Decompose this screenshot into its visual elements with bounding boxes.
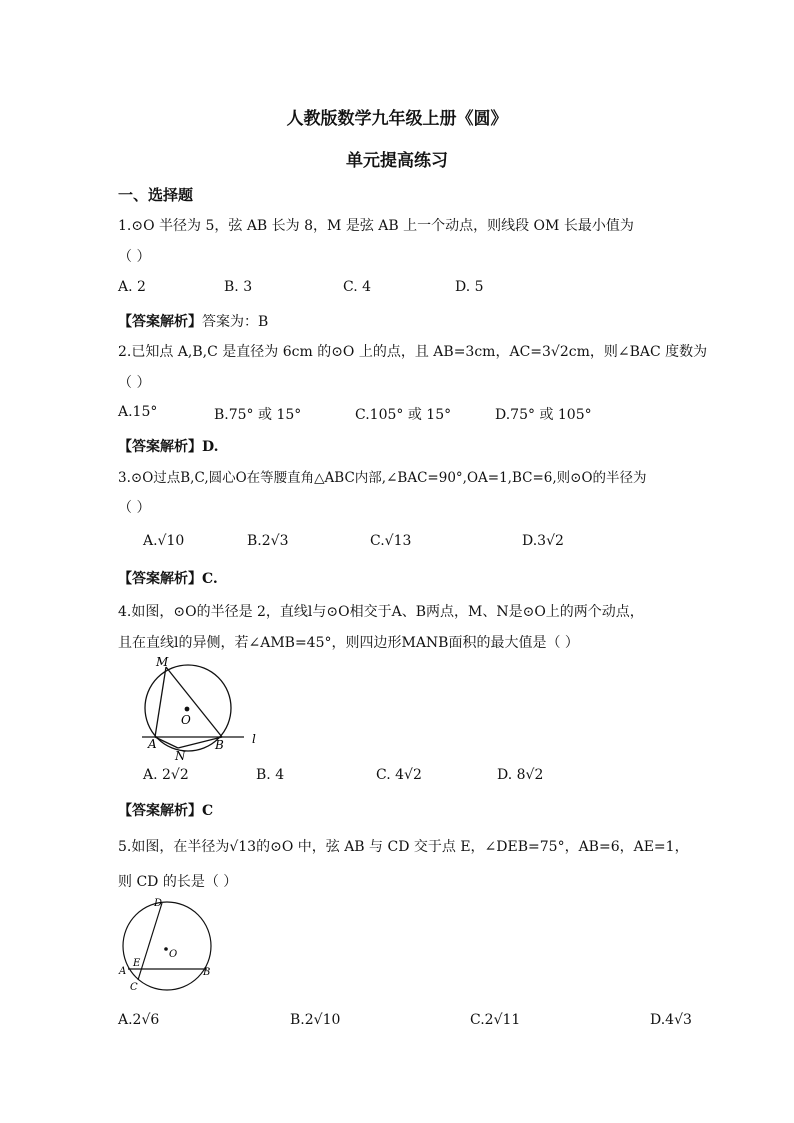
answer-2 [118,436,219,456]
option-b: B. 4 [256,767,285,783]
label-a: A [148,737,157,751]
segment-ma [155,667,166,737]
label-o: O [181,713,191,727]
answer-tag: 【答案解析】 [118,439,202,455]
option-c: C. 4√2 [376,767,422,783]
answer-text: C. [202,571,218,587]
question-3-line-2: （ ） [118,500,151,516]
question-5-figure [115,894,225,996]
label-d: D [154,898,163,909]
answer-text: 答案为：B [202,314,269,330]
label-e: E [133,958,141,969]
option-b: B.2√3 [247,533,289,549]
circle-o [123,902,211,990]
option-c: C. 4 [343,279,372,295]
answer-1 [118,311,268,331]
option-a: A.15° [118,404,158,420]
center-point [164,947,168,951]
option-b: B. 3 [224,279,253,295]
page-subtitle: 单元提高练习 [346,151,448,171]
label-a: A [119,966,127,977]
option-b: B.75° 或 15° [214,407,302,423]
option-d: D.75° 或 105° [495,407,592,423]
center-point [185,707,190,712]
answer-3 [118,568,218,588]
label-c: C [130,982,138,993]
option-a: A. 2 [118,279,146,295]
option-b: B.2√10 [290,1012,341,1028]
option-d: D. 5 [455,279,484,295]
question-4-line-2: 且在直线l的异侧，若∠AMB=45°，则四边形MANB面积的最大值是（ ） [118,635,579,651]
answer-tag: 【答案解析】 [118,803,202,819]
answer-text: D. [202,439,219,455]
label-l: l [252,732,256,746]
label-n: N [175,749,186,762]
page-title: 人教版数学九年级上册《圆》 [286,109,508,129]
label-b: B [215,738,224,752]
question-1-line-2: （ ） [118,249,151,265]
answer-4 [118,800,213,820]
label-b: B [203,967,211,978]
label-m: M [156,655,169,669]
answer-tag: 【答案解析】 [118,314,202,330]
question-2-line-1: 2.已知点 A,B,C 是直径为 6cm 的⊙O 上的点，且 AB=3cm，AC=3√2cm，则∠BAC 度数为 [118,344,708,360]
question-5-line-2: 则 CD 的长是（ ） [118,874,238,890]
question-4-line-1: 4.如图，⊙O的半径是 2，直线l与⊙O相交于A、B两点，M、N是⊙O上的两个动点， [118,604,644,620]
segment-mb [166,667,222,737]
option-d: D.3√2 [522,533,564,549]
segment-an [155,737,178,748]
option-c: C.2√11 [470,1012,521,1028]
section-heading: 一、选择题 [118,186,194,204]
answer-text: C [202,803,214,819]
question-1-line-1: 1.⊙O 半径为 5，弦 AB 长为 8，M 是弦 AB 上一个动点，则线段 OM 长最小值为 [118,218,634,234]
question-3-line-1: 3.⊙O过点B,C,圆心O在等腰直角△ABC内部,∠BAC=90°,OA=1,BC=6,则⊙O的半径为 [118,470,647,486]
question-4-figure [138,654,268,762]
answer-tag: 【答案解析】 [118,571,202,587]
option-d: D.4√3 [650,1012,692,1028]
option-c: C.√13 [370,533,412,549]
option-a: A. 2√2 [143,767,189,783]
option-c: C.105° 或 15° [355,407,452,423]
question-2-line-2: （ ） [118,375,151,391]
option-a: A.2√6 [118,1012,160,1028]
label-o: O [169,949,178,960]
option-a: A.√10 [143,533,185,549]
option-d: D. 8√2 [497,767,544,783]
question-5-line-1: 5.如图，在半径为√13的⊙O 中，弦 AB 与 CD 交于点 E，∠DEB=75°，AB=6，AE=1， [118,839,689,855]
